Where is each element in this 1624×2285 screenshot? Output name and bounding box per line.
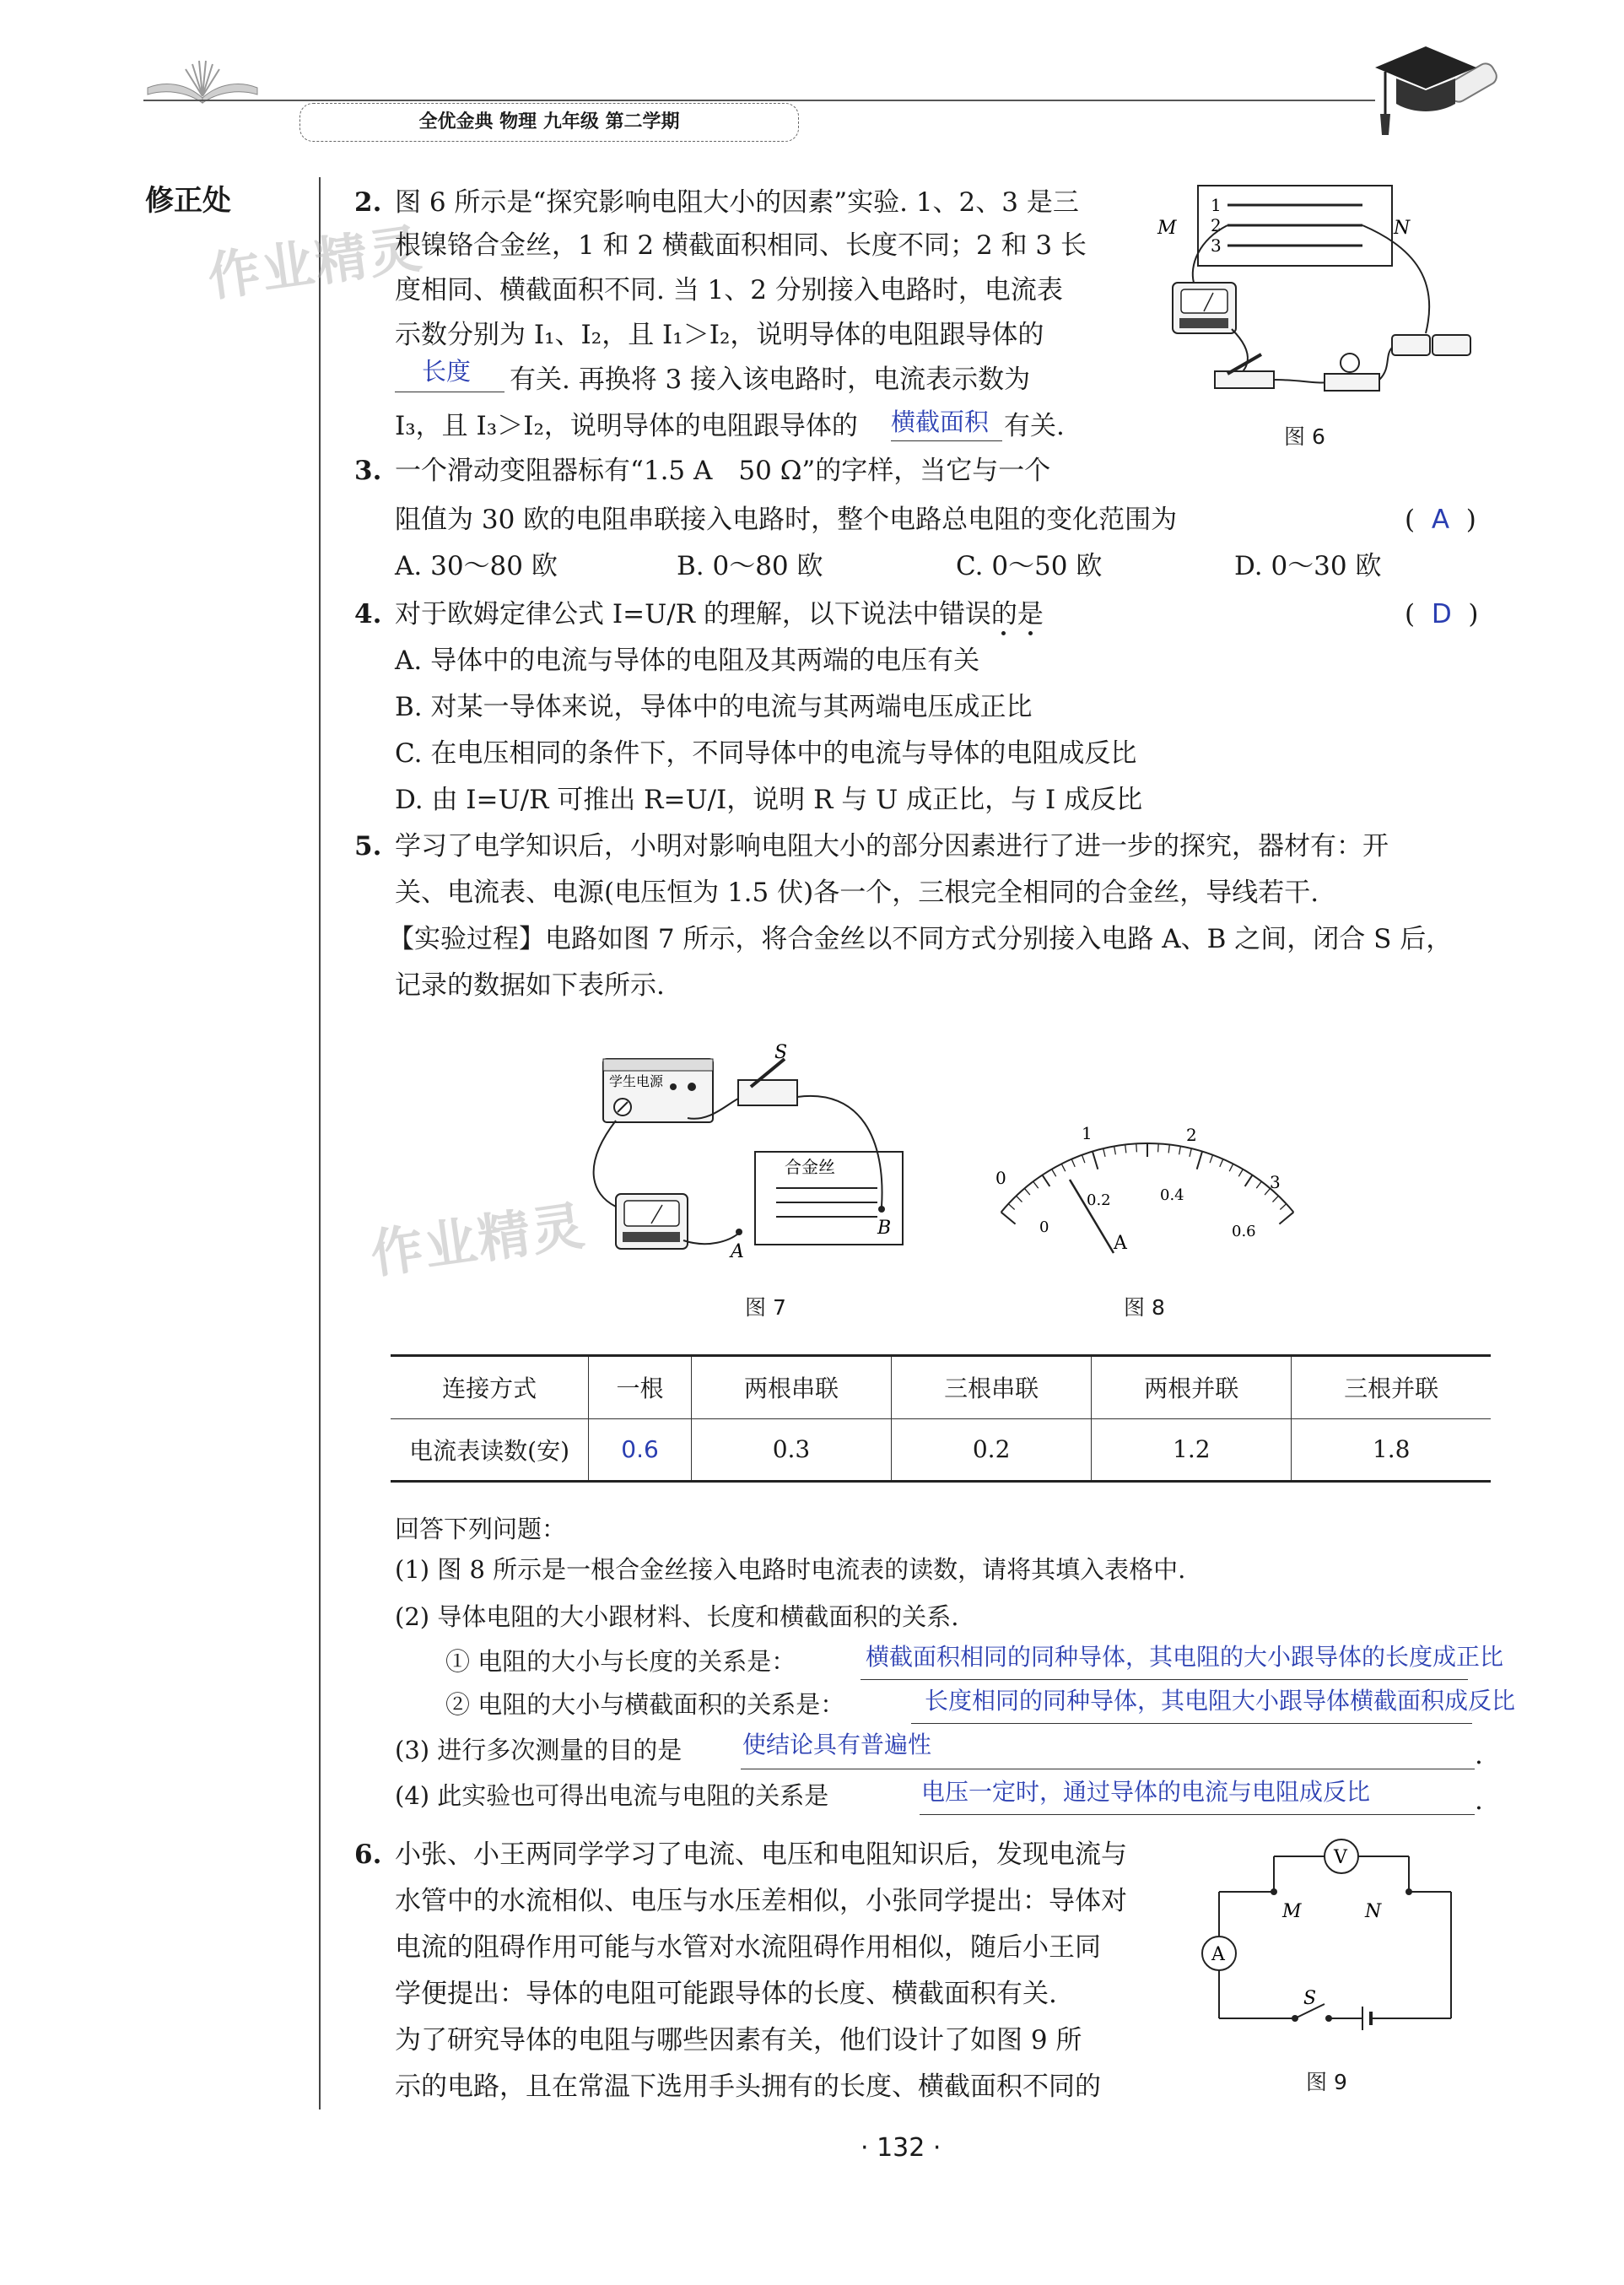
fig7-power-supply-icon <box>603 1059 713 1122</box>
q5-data-table <box>391 1354 1491 1483</box>
q5-part2b: ② 电阻的大小与横截面积的关系是： <box>445 1690 845 1719</box>
fig8-scale-tick <box>1220 1159 1223 1167</box>
fig8-scale-tick <box>1136 1143 1137 1152</box>
header-title-box <box>299 103 799 142</box>
fig9-label-a: A <box>1211 1944 1225 1965</box>
fig7-ammeter-icon <box>616 1194 688 1249</box>
fig6-label-m: M <box>1157 218 1177 239</box>
table-header-cell: 三根串联 <box>892 1356 1092 1419</box>
q4-option-d: D. 由 I=U/R 可推出 R=U/I，说明 R 与 U 成正比，与 I 成反比 <box>395 785 1143 815</box>
side-label: 修正处 <box>145 184 231 218</box>
q3-line2: 阻值为 30 欧的电阻串联接入电路时，整个电路总电阻的变化范围为 <box>395 505 1178 535</box>
table-cell-filled: 0.6 <box>589 1418 692 1482</box>
q5-line1: 学习了电学知识后，小明对影响电阻大小的部分因素进行了进一步的探究，器材有：开 <box>395 831 1389 862</box>
table-cell: 1.8 <box>1292 1418 1491 1482</box>
fig8-bottom-04: 0.4 <box>1160 1186 1184 1204</box>
q5-line2: 关、电流表、电源(电压恒为 1.5 伏)各一个，三根完全相同的合金丝，导线若干. <box>395 878 1319 908</box>
fig8-scale-tick <box>1071 1159 1075 1167</box>
q5-part2a: ① 电阻的大小与长度的关系是： <box>445 1647 796 1676</box>
fig8-scale-tick <box>1197 1152 1202 1170</box>
q6-line6: 示的电路，且在常温下选用手头拥有的长度、横截面积不同的 <box>395 2072 1101 2102</box>
q5-part3: (3) 进行多次测量的目的是 <box>395 1736 683 1764</box>
figure-7-diagram <box>582 1038 945 1261</box>
q2-blank1 <box>395 353 504 392</box>
q5-part4: (4) 此实验也可得出电流与电阻的关系是 <box>395 1781 829 1810</box>
fig8-scale-tick <box>1168 1145 1169 1153</box>
fig8-scale-tick <box>1082 1155 1084 1163</box>
fig8-scale-tick <box>1229 1164 1233 1171</box>
page-number: · 132 · <box>861 2133 941 2163</box>
q4-line1: 对于欧姆定律公式 I=U/R 的理解，以下说法中错误的是 <box>395 599 1044 629</box>
fig8-scale-tick <box>1103 1148 1105 1157</box>
q4-emphasis-dots <box>997 631 1056 636</box>
q5-number: 5. <box>354 831 382 862</box>
figure-8-ammeter-scale <box>987 1114 1308 1274</box>
q2-line6b: 有关. <box>1004 411 1065 441</box>
table-row-label: 电流表读数(安) <box>391 1418 589 1482</box>
fig8-scale-tick <box>1190 1148 1191 1157</box>
fig8-top-0: 0 <box>995 1168 1006 1188</box>
q5-part2: (2) 导体电阻的大小跟材料、长度和横截面积的关系. <box>395 1602 959 1631</box>
fig9-switch-icon <box>1295 1988 1332 2022</box>
q2-number: 2. <box>354 187 382 218</box>
fig8-unit-label: A <box>1114 1233 1127 1254</box>
q3-answer: A <box>1431 505 1450 535</box>
fig8-scale-tick <box>1061 1164 1066 1171</box>
table-header-cell: 两根串联 <box>691 1356 891 1419</box>
q4-option-b: B. 对某一导体来说，导体中的电流与其两端电压成正比 <box>395 692 1033 722</box>
q6-number: 6. <box>354 1839 382 1870</box>
q3-answer-paren: ( A ) <box>1405 505 1476 535</box>
table-header-cell: 连接方式 <box>391 1356 589 1419</box>
q4-option-a: A. 导体中的电流与导体的电阻及其两端的电压有关 <box>395 646 980 676</box>
table-header-row <box>391 1356 1491 1419</box>
q5-part3-answer: 使结论具有普遍性 <box>742 1731 932 1758</box>
q3-option-b: B. 0～80 欧 <box>677 551 823 581</box>
fig8-scale-tick <box>1245 1175 1253 1186</box>
q2-line4: 示数分别为 I₁、I₂，且 I₁＞I₂，说明导体的电阻跟导体的 <box>395 320 1044 350</box>
fig6-label-n: N <box>1394 218 1411 239</box>
fig8-scale-tick <box>1093 1152 1098 1170</box>
table-cell: 0.3 <box>691 1418 891 1482</box>
fig7-switch-icon <box>738 1042 797 1105</box>
fig7-label-b: B <box>877 1218 892 1239</box>
fig6-wire-3: 3 <box>1211 235 1222 256</box>
fig8-top-3: 3 <box>1270 1172 1281 1192</box>
fig8-scale-tick <box>1052 1170 1056 1177</box>
figure-8-caption: 图 8 <box>1124 1295 1165 1320</box>
q5-line3: 【实验过程】电路如图 7 所示，将合金丝以不同方式分别接入电路 A、B 之间，闭合 S 后， <box>388 924 1453 954</box>
fig6-bulb-icon <box>1325 354 1379 391</box>
fig8-scale-tick <box>1033 1181 1039 1188</box>
watermark-1: 作业精灵 <box>203 217 427 309</box>
q3-option-a: A. 30～80 欧 <box>395 551 558 581</box>
fig7-power-label: 学生电源 <box>609 1073 664 1089</box>
fig9-label-n: N <box>1365 1901 1382 1922</box>
fig6-switch-icon <box>1215 354 1274 388</box>
q4-answer-paren: ( D ) <box>1405 599 1479 629</box>
fig8-scale-tick <box>1125 1145 1126 1153</box>
fig6-wire-2: 2 <box>1211 215 1222 235</box>
fig8-scale-tick <box>1210 1155 1212 1163</box>
header-rule <box>143 100 1375 101</box>
q5-part3-period: . <box>1475 1740 1483 1770</box>
fig8-top-2: 2 <box>1186 1125 1197 1145</box>
q4-option-c: C. 在电压相同的条件下，不同导体中的电流与导体的电阻成反比 <box>395 738 1137 769</box>
q2-line2: 根镍铬合金丝，1 和 2 横截面积相同、长度不同；2 和 3 长 <box>395 230 1087 261</box>
fig7-label-a: A <box>731 1241 744 1261</box>
watermark-2: 作业精灵 <box>366 1194 590 1286</box>
q5-part4-period: . <box>1475 1785 1483 1816</box>
fig8-bottom-06: 0.6 <box>1232 1223 1256 1240</box>
fig8-scale-tick <box>1158 1143 1159 1152</box>
fig9-label-v: V <box>1334 1847 1347 1868</box>
graduation-cap-icon <box>1367 30 1510 148</box>
table-cell: 0.2 <box>892 1418 1092 1482</box>
fig8-scale-tick <box>1008 1204 1014 1210</box>
q3-option-d: D. 0～30 欧 <box>1234 551 1382 581</box>
fig6-ammeter-icon <box>1173 283 1236 333</box>
q2-line6a: I₃，且 I₃＞I₂，说明导体的电阻跟导体的 <box>395 411 858 441</box>
fig8-scale-tick <box>1114 1146 1116 1154</box>
q3-line1: 一个滑动变阻器标有“1.5 A 50 Ω”的字样，当它与一个 <box>395 456 1051 486</box>
fig9-label-m: M <box>1282 1901 1302 1922</box>
fig8-scale-tick <box>1238 1170 1243 1177</box>
header-title: 全优金典 物理 九年级 第二学期 <box>418 111 680 132</box>
figure-9-caption: 图 9 <box>1306 2070 1347 2094</box>
table-row <box>391 1418 1491 1482</box>
fig8-scale-tick <box>1001 1213 1016 1224</box>
figure-6-diagram <box>1147 173 1485 401</box>
q3-option-c: C. 0～50 欧 <box>956 551 1103 581</box>
q3-number: 3. <box>354 456 382 486</box>
figure-6-caption: 图 6 <box>1284 424 1325 449</box>
table-header-cell: 三根并联 <box>1292 1356 1491 1419</box>
fig8-scale-tick <box>1179 1146 1181 1154</box>
q5-answer-intro: 回答下列问题： <box>395 1515 567 1543</box>
fig6-battery-icon <box>1392 335 1470 355</box>
q2-line3: 度相同、横截面积不同. 当 1、2 分别接入电路时，电流表 <box>395 275 1063 305</box>
fig9-label-s: S <box>1303 1988 1317 2009</box>
table-header-cell: 两根并联 <box>1092 1356 1292 1419</box>
q4-number: 4. <box>354 599 382 629</box>
q6-line2: 水管中的水流相似、电压与水压差相似，小张同学提出：导体对 <box>395 1886 1127 1916</box>
fig7-alloy-label: 合金丝 <box>785 1157 835 1177</box>
q5-part2b-answer: 长度相同的同种导体，其电阻大小跟导体横截面积成反比 <box>925 1687 1516 1715</box>
figure-7-caption: 图 7 <box>745 1295 786 1320</box>
fig8-scale-tick <box>1017 1196 1022 1202</box>
q5-part1: (1) 图 8 所示是一根合金丝接入电路时电流表的读数，请将其填入表格中. <box>395 1555 1186 1584</box>
fig8-scale-tick <box>1042 1175 1049 1186</box>
q4-answer: D <box>1431 599 1452 629</box>
margin-divider <box>319 177 321 2109</box>
q5-part4-answer: 电压一定时，通过导体的电流与电阻成反比 <box>921 1778 1371 1806</box>
fig8-scale-tick <box>1256 1181 1261 1188</box>
fig6-wire-1: 1 <box>1211 195 1222 215</box>
q6-line5: 为了研究导体的电阻与哪些因素有关，他们设计了如图 9 所 <box>395 2025 1082 2055</box>
q5-line4: 记录的数据如下表所示. <box>395 970 665 1001</box>
q6-line4: 学便提出：导体的电阻可能跟导体的长度、横截面积有关. <box>395 1979 1057 2009</box>
q2-blank2 <box>891 403 1002 441</box>
fig9-battery-icon <box>1362 2007 1371 2030</box>
q5-part2a-answer: 横截面积相同的同种导体，其电阻的大小跟导体的长度成正比 <box>866 1643 1504 1671</box>
fig8-scale-tick <box>1279 1213 1293 1224</box>
fig8-scale-ticks <box>1001 1143 1294 1224</box>
q2-answer1: 长度 <box>422 357 472 386</box>
fig8-top-1: 1 <box>1082 1123 1093 1143</box>
fig8-scale-tick <box>1024 1188 1029 1195</box>
fig8-bottom-02: 0.2 <box>1087 1191 1111 1209</box>
q6-line3: 电流的阻碍作用可能与水管对水流阻碍作用相似，随后小王同 <box>395 1932 1101 1963</box>
table-header-cell: 一根 <box>589 1356 692 1419</box>
q6-line1: 小张、小王两同学学习了电流、电压和电阻知识后，发现电流与 <box>395 1839 1127 1870</box>
fig8-scale-tick <box>1280 1204 1286 1210</box>
q2-line1: 图 6 所示是“探究影响电阻大小的因素”实验. 1、2、3 是三 <box>395 187 1079 218</box>
table-cell: 1.2 <box>1092 1418 1292 1482</box>
fig7-label-s: S <box>774 1042 788 1063</box>
fig8-scale-tick <box>1272 1196 1278 1202</box>
figure-9-circuit <box>1198 1831 1468 2038</box>
q2-line5: 有关. 再换将 3 接入该电路时，电流表示数为 <box>510 365 1031 395</box>
fig8-bottom-0: 0 <box>1039 1218 1049 1236</box>
q2-answer2: 横截面积 <box>891 408 990 436</box>
